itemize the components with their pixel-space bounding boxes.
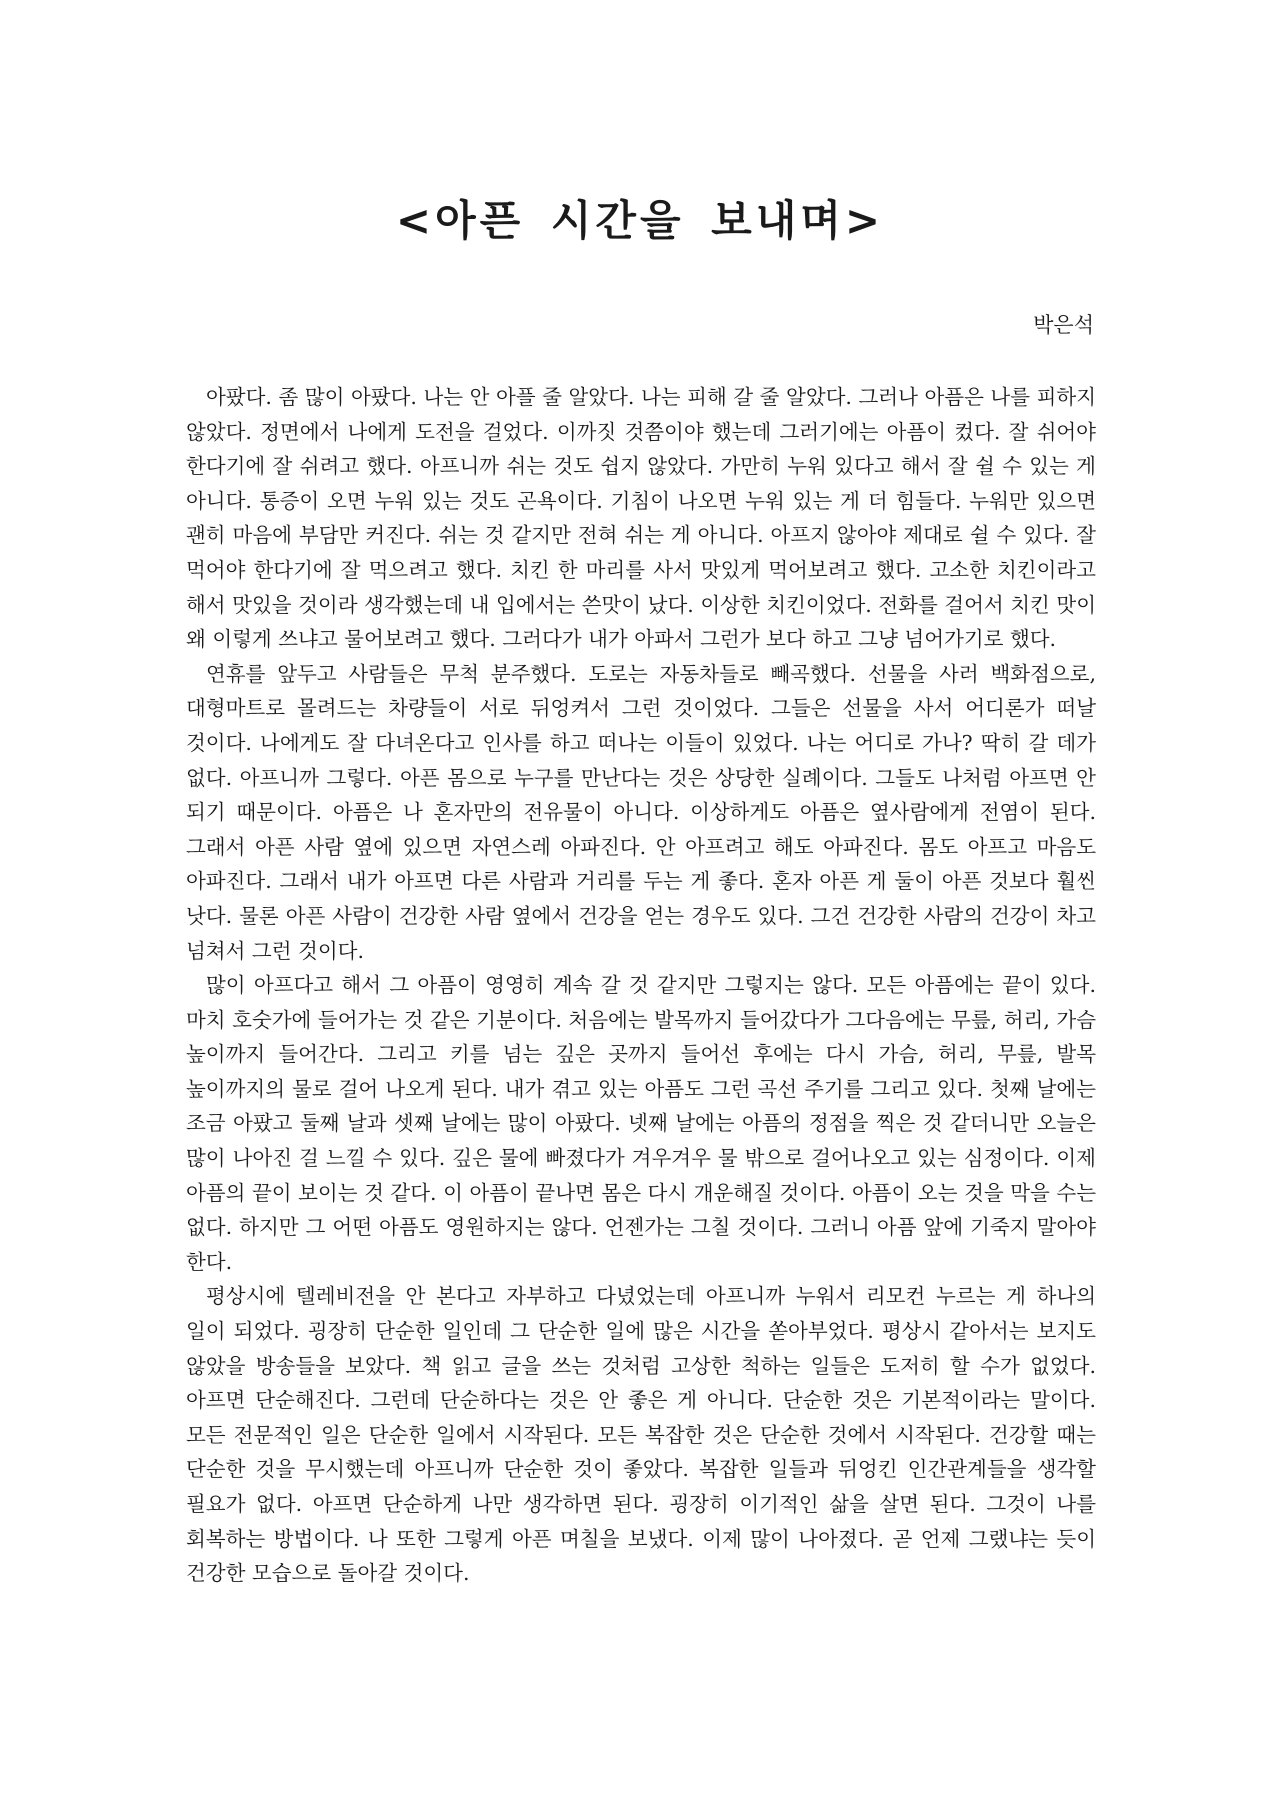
paragraph-3: 많이 아프다고 해서 그 아픔이 영영히 계속 갈 것 같지만 그렇지는 않다. 모든 아픔에는 끝이 있다. 마치 호숫가에 들어가는 것 같은 기분이다. 처음에는 발목까지 들어갔다가 그다음에는 무릎, 허리, 가슴 높이까지 들어간다. 그리고 키를 넘는 깊은 곳까지 들어선 후에는 다시 가슴, 허리, 무릎, 발목 높이까지의 물로 걸어 나오게 된다. 내가 겪고 있는 아픔도 그런 곡선 주기를 그리고 있다. 첫째 날에는 조금 아팠고 둘째 날과 셋째 날에는 많이 아팠다. 넷째 날에는 아픔의 정점을 찍은 것 같더니만 오늘은 많이 나아진 걸 느낄 수 있다. 깊은 물에 빠졌다가 겨우겨우 물 밖으로 걸어나오고 있는 심정이다. 이제 아픔의 끝이 보이는 것 같다. 이 아픔이 끝나면 몸은 다시 개운해질 것이다. 아픔이 오는 것을 막을 수는 없다. 하지만 그 어떤 아픔도 영원하지는 않다. 언젠가는 그칠 것이다. 그러니 아픔 앞에 기죽지 말아야 한다. (186, 973, 1096, 1274)
paragraph-2: 연휴를 앞두고 사람들은 무척 분주했다. 도로는 자동차들로 빼곡했다. 선물을 사러 백화점으로, 대형마트로 몰려드는 차량들이 서로 뒤엉켜서 그런 것이었다. 그들은 선물을 사서 어디론가 떠날 것이다. 나에게도 잘 다녀온다고 인사를 하고 떠나는 이들이 있었다. 나는 어디로 가나? 딱히 갈 데가 없다. 아프니까 그렇다. 아픈 몸으로 누구를 만난다는 것은 상당한 실례이다. 그들도 나처럼 아프면 안 되기 때문이다. 아픔은 나 혼자만의 전유물이 아니다. 이상하게도 아픔은 옆사람에게 전염이 된다. 그래서 아픈 사람 옆에 있으면 자연스레 아파진다. 안 아프려고 해도 아파진다. 몸도 아프고 마음도 아파진다. 그래서 내가 아프면 다른 사람과 거리를 두는 게 좋다. 혼자 아픈 게 둘이 아픈 것보다 훨씬 낫다. 물론 아픈 사람이 건강한 사람 옆에서 건강을 얻는 경우도 있다. 그건 건강한 사람의 건강이 차고 넘쳐서 그런 것이다. (186, 661, 1096, 963)
paragraph-4: 평상시에 텔레비전을 안 본다고 자부하고 다녔었는데 아프니까 누워서 리모컨 누르는 게 하나의 일이 되었다. 굉장히 단순한 일인데 그 단순한 일에 많은 시간을 쏟아부었다. 평상시 같아서는 보지도 않았을 방송들을 보았다. 책 읽고 글을 쓰는 것처럼 고상한 척하는 일들은 도저히 할 수가 없었다. 아프면 단순해진다. 그런데 단순하다는 것은 안 좋은 게 아니다. 단순한 것은 기본적이라는 말이다. 모든 전문적인 일은 단순한 일에서 시작된다. 모든 복잡한 것은 단순한 것에서 시작된다. 건강할 때는 단순한 것을 무시했는데 아프니까 단순한 것이 좋았다. 복잡한 일들과 뒤엉킨 인간관계들을 생각할 필요가 없다. 아프면 단순하게 나만 생각하면 된다. 굉장히 이기적인 삶을 살면 된다. 그것이 나를 회복하는 방법이다. 나 또한 그렇게 아픈 며칠을 보냈다. 이제 많이 나아졌다. 곧 언제 그랬냐는 듯이 건강한 모습으로 돌아갈 것이다. (186, 1284, 1096, 1586)
document-author: 박은석 (1033, 313, 1094, 337)
document-title: <아픈 시간을 보내며> (395, 196, 885, 245)
paragraph-1: 아팠다. 좀 많이 아팠다. 나는 안 아플 줄 알았다. 나는 피해 갈 줄 알았다. 그러나 아픔은 나를 피하지 않았다. 정면에서 나에게 도전을 걸었다. 이까짓 것쯤이야 했는데 그러기에는 아픔이 컸다. 잘 쉬어야 한다기에 잘 쉬려고 했다. 아프니까 쉬는 것도 쉽지 않았다. 가만히 누워 있다고 해서 잘 쉴 수 있는 게 아니다. 통증이 오면 누워 있는 것도 곤욕이다. 기침이 나오면 누워 있는 게 더 힘들다. 누워만 있으면 괜히 마음에 부담만 커진다. 쉬는 것 같지만 전혀 쉬는 게 아니다. 아프지 않아야 제대로 쉴 수 있다. 잘 먹어야 한다기에 잘 먹으려고 했다. 치킨 한 마리를 사서 맛있게 먹어보려고 했다. 고소한 치킨이라고 해서 맛있을 것이라 생각했는데 내 입에서는 쓴맛이 났다. 이상한 치킨이었다. 전화를 걸어서 치킨 맛이 왜 이렇게 쓰냐고 물어보려고 했다. 그러다가 내가 아파서 그런가 보다 하고 그냥 넘어가기로 했다. (186, 385, 1096, 652)
document-body (186, 380, 1096, 1591)
